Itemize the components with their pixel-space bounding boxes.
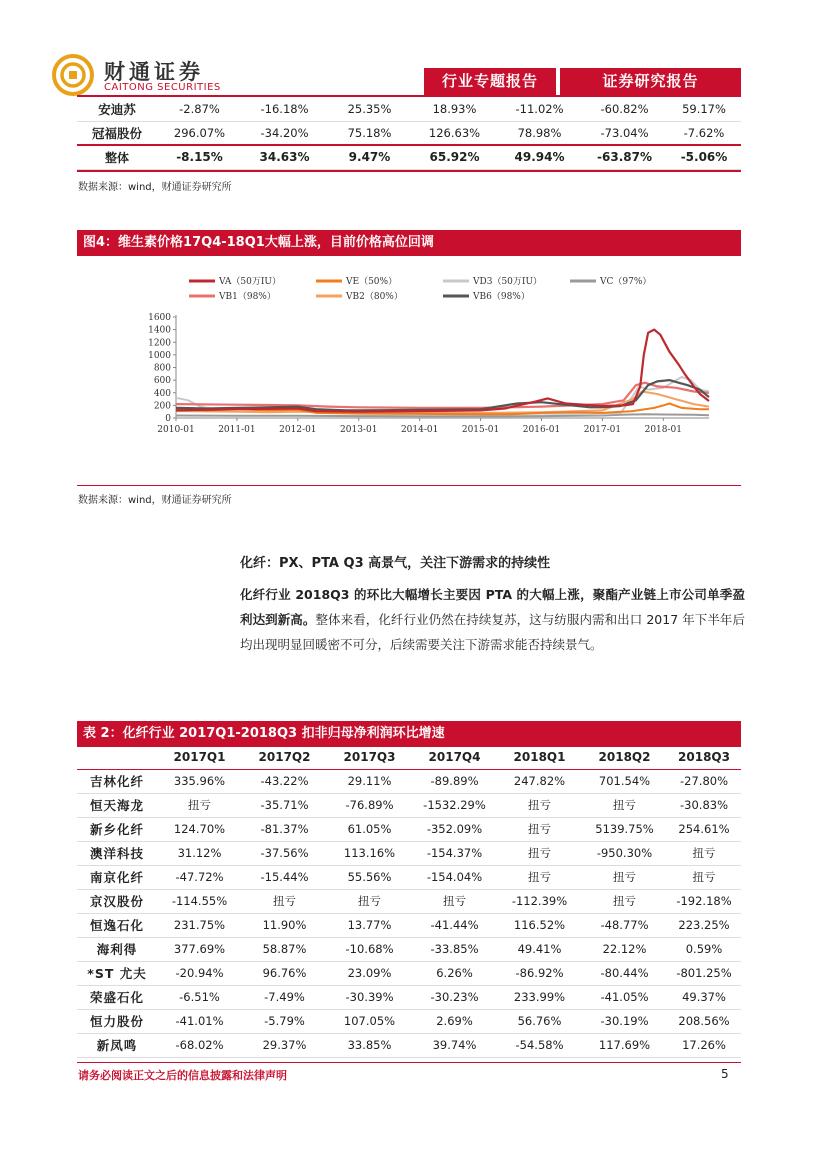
table-cell: 扭亏 [582,793,667,817]
table-cell: 9.47% [327,145,412,169]
x-tick-label: 2015-01 [461,425,500,435]
table-cell: -7.62% [683,125,725,140]
paragraph-text: 整体来看，化纤行业仍然在持续复苏，这与纺服内需和出口 2017 年下半年后均出现明显回暖密不可分，后续需要关注下游需求能否持续景气。 [240,612,745,652]
section-title: 化纤：PX、PTA Q3 高景气，关注下游需求的持续性 [240,556,551,571]
company-name: 澳洋科技 [77,841,157,865]
table-cell: -41.44% [412,913,497,937]
table-cell: 扭亏 [497,793,582,817]
table-cell: -154.04% [412,865,497,889]
company-name: 吉林化纤 [77,769,157,793]
table-cell: 25.35% [347,101,392,116]
table-cell: -73.04% [600,125,649,140]
legend-label: VB1（98%） [219,292,276,302]
x-tick-label: 2010-01 [157,425,195,435]
company-name: 恒天海龙 [77,793,157,817]
section-paragraph [240,582,745,657]
table-cell: -47.72% [157,865,242,889]
table-cell: 34.63% [242,145,327,169]
table-cell: 49.37% [667,985,741,1009]
table-cell: 扭亏 [412,889,497,913]
table-cell: 39.74% [412,1033,497,1057]
table-cell: 59.17% [682,101,726,116]
table2 [77,745,741,1058]
table-cell: 18.93% [432,101,477,116]
table-cell: 116.52% [497,913,582,937]
company-name: 荣盛石化 [77,985,157,1009]
table-cell: 208.56% [667,1009,741,1033]
table-cell: 17.26% [667,1033,741,1057]
table-row [77,769,741,793]
company-name: 新乡化纤 [77,817,157,841]
report-type-tab: 行业专题报告 [424,68,556,95]
table-row [77,865,741,889]
x-tick-label: 2016-01 [522,425,561,435]
table-cell: 254.61% [667,817,741,841]
table-cell: -352.09% [412,817,497,841]
table-cell: -60.82% [600,101,649,116]
table-row [77,793,741,817]
table-cell: 扭亏 [157,793,242,817]
legend-label: VC（97%） [600,277,652,287]
table-cell: -81.37% [242,817,327,841]
table-cell: -15.44% [242,865,327,889]
table-cell: 扭亏 [667,865,741,889]
table-cell: -76.89% [327,793,412,817]
table-row [77,121,741,145]
logo-subtext: CAITONG SECURITIES [104,82,221,93]
table-row [77,817,741,841]
table-cell: 扭亏 [327,889,412,913]
vitamin-price-chart [77,268,741,438]
table-cell: -37.56% [242,841,327,865]
x-tick-label: 2014-01 [400,425,439,435]
table1-bottom-rule [77,170,741,172]
company-name: 南京化纤 [77,865,157,889]
page-number: 5 [721,1067,729,1081]
table-cell: 扭亏 [667,841,741,865]
figure4-bottom-rule [77,485,741,486]
table-cell: 96.76% [242,961,327,985]
y-tick-label: 1400 [148,325,171,336]
column-header: 2017Q1 [157,745,242,769]
table-cell: -114.55% [157,889,242,913]
table-cell: 56.76% [497,1009,582,1033]
column-header: 2017Q2 [242,745,327,769]
company-name: 恒逸石化 [77,913,157,937]
table-cell: 6.26% [412,961,497,985]
table-row [77,1033,741,1057]
table-cell: 5139.75% [582,817,667,841]
table-cell: 23.09% [327,961,412,985]
table-cell: 0.59% [667,937,741,961]
table-cell: -27.80% [667,769,741,793]
table-cell: 124.70% [157,817,242,841]
table-cell: 33.85% [327,1033,412,1057]
table-row [77,97,741,121]
table-row [77,841,741,865]
table-cell: 78.98% [517,125,562,140]
legend-label: VE（50%） [346,277,398,287]
table-cell: -192.18% [667,889,741,913]
legend-label: VB2（80%） [346,292,403,302]
table1 [77,97,741,170]
y-tick-label: 1000 [148,350,171,361]
table-cell: 2.69% [412,1009,497,1033]
table-cell: 126.63% [428,125,481,140]
column-header: 2018Q1 [497,745,582,769]
table-cell: -89.89% [412,769,497,793]
table-cell: 扭亏 [242,889,327,913]
y-tick-label: 800 [153,363,171,374]
table-cell: 223.25% [667,913,741,937]
table-cell: 扭亏 [497,865,582,889]
table-cell: -11.02% [515,101,564,116]
table-cell: -43.22% [242,769,327,793]
y-tick-label: 0 [165,414,171,424]
table-cell: 296.07% [173,125,226,140]
table-row [77,985,741,1009]
company-name: 恒力股份 [77,1009,157,1033]
table-cell: -6.51% [157,985,242,1009]
table-cell: -1532.29% [412,793,497,817]
report-category-tab: 证券研究报告 [560,68,741,95]
table-cell: -5.06% [667,145,741,169]
table-cell: 107.05% [327,1009,412,1033]
company-name: 冠福股份 [91,125,142,141]
y-tick-label: 400 [153,388,171,399]
table-cell: 扭亏 [582,889,667,913]
table-cell: 377.69% [157,937,242,961]
table-cell: -86.92% [497,961,582,985]
table-cell: -35.71% [242,793,327,817]
table-cell: -30.83% [667,793,741,817]
table-cell: -33.85% [412,937,497,961]
table-total-row [77,145,741,169]
table-cell: 49.94% [497,145,582,169]
table-cell: -950.30% [582,841,667,865]
table-cell: 247.82% [497,769,582,793]
legend-label: VB6（98%） [473,292,530,302]
table1-source: 数据来源：wind，财通证券研究所 [78,182,232,193]
table-cell: -112.39% [497,889,582,913]
table-cell: 扭亏 [582,865,667,889]
table-cell: 61.05% [327,817,412,841]
table-cell: 55.56% [327,865,412,889]
legend-label: VA（50万IU） [219,277,281,287]
table-cell: -801.25% [667,961,741,985]
company-name: 海利得 [77,937,157,961]
table-cell: 22.12% [582,937,667,961]
table-cell: -41.05% [582,985,667,1009]
table-row [77,1009,741,1033]
table-row [77,913,741,937]
table-cell: 29.37% [242,1033,327,1057]
table-cell: -54.58% [497,1033,582,1057]
table-cell: -154.37% [412,841,497,865]
table-cell: -7.49% [242,985,327,1009]
table-cell: -63.87% [582,145,667,169]
table2-title: 表 2：化纤行业 2017Q1-2018Q3 扣非归母净利润环比增速 [77,721,741,747]
company-name: 新凤鸣 [77,1033,157,1057]
column-header: 2017Q4 [412,745,497,769]
company-name: 整体 [77,145,157,169]
x-tick-label: 2017-01 [583,425,622,435]
table-cell: 701.54% [582,769,667,793]
table-cell: -8.15% [157,145,242,169]
figure4-title: 图4：维生素价格17Q4-18Q1大幅上涨，目前价格高位回调 [77,230,741,256]
table-cell: -30.19% [582,1009,667,1033]
y-tick-label: 1600 [148,313,171,323]
y-tick-label: 1200 [148,338,171,349]
table-cell: -30.23% [412,985,497,1009]
table-header-row [77,745,741,769]
table-cell: -34.20% [260,125,309,140]
company-name: 京汉股份 [77,889,157,913]
logo-text: 财通证券 [104,60,204,84]
table-cell: -48.77% [582,913,667,937]
legend-label: VD3（50万IU） [473,277,543,287]
table-cell: 117.69% [582,1033,667,1057]
table-cell: 29.11% [327,769,412,793]
table-row [77,961,741,985]
x-tick-label: 2011-01 [218,425,256,435]
table-cell: 11.90% [242,913,327,937]
table-row [77,937,741,961]
table-cell: -20.94% [157,961,242,985]
column-header: 2018Q3 [667,745,741,769]
y-tick-label: 600 [153,376,171,387]
series-line [176,330,709,412]
table-cell: 233.99% [497,985,582,1009]
x-tick-label: 2018-01 [644,425,683,435]
table-cell: -80.44% [582,961,667,985]
figure4-source: 数据来源：wind，财通证券研究所 [78,495,232,506]
table-cell: 113.16% [327,841,412,865]
company-name: *ST 尤夫 [77,961,157,985]
table-cell: -5.79% [242,1009,327,1033]
table-cell: -41.01% [157,1009,242,1033]
table-cell: 扭亏 [497,841,582,865]
table-cell: -30.39% [327,985,412,1009]
table-cell: 58.87% [242,937,327,961]
table-cell: -68.02% [157,1033,242,1057]
column-header: 2018Q2 [582,745,667,769]
table-cell: 31.12% [157,841,242,865]
table-cell: -2.87% [179,101,220,116]
company-logo-icon [52,54,94,96]
table-row [77,889,741,913]
table-cell: 扭亏 [497,817,582,841]
table-cell: 13.77% [327,913,412,937]
table-cell: 49.41% [497,937,582,961]
paragraph-bold: 化纤行业 2018Q3 的环比大幅增长主要因 PTA 的大幅上涨，聚酯产业链上市公司单季盈利达到新高。 [240,587,745,627]
column-header [77,745,157,769]
footer-divider [77,1062,741,1063]
footer-disclaimer: 请务必阅读正文之后的信息披露和法律声明 [78,1069,287,1082]
column-header: 2017Q3 [327,745,412,769]
x-tick-label: 2013-01 [340,425,378,435]
table-cell: 65.92% [412,145,497,169]
table-cell: -16.18% [260,101,309,116]
table-cell: 231.75% [157,913,242,937]
table-cell: -10.68% [327,937,412,961]
x-tick-label: 2012-01 [279,425,317,435]
table-cell: 75.18% [347,125,392,140]
company-name: 安迪苏 [98,101,136,117]
table-cell: 335.96% [157,769,242,793]
y-tick-label: 200 [153,401,171,412]
